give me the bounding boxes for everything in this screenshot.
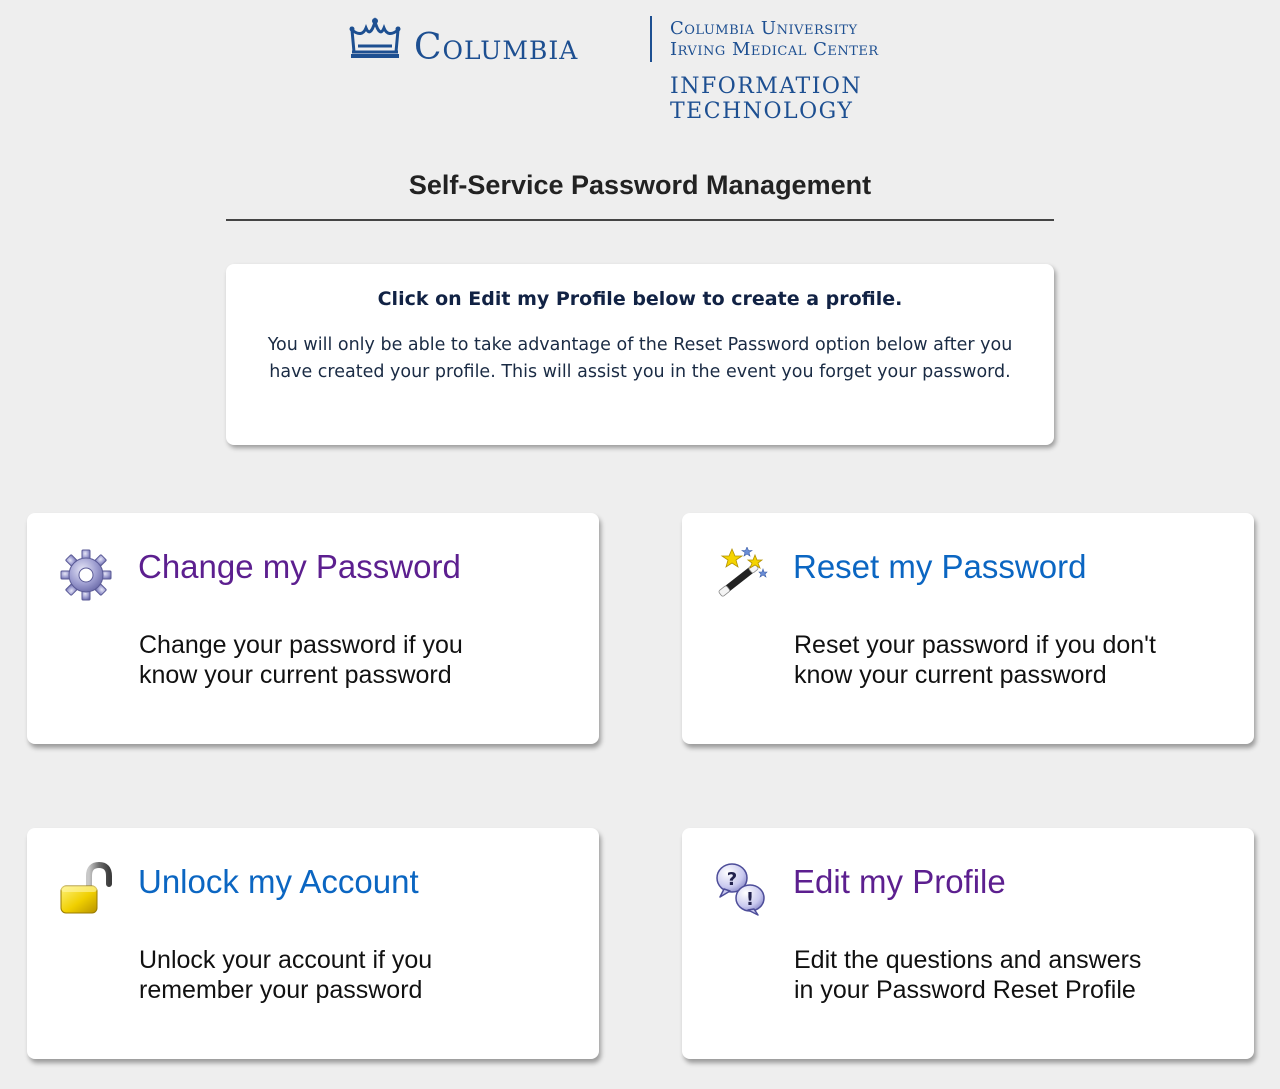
reset-password-desc-line2: know your current password [794, 661, 1107, 689]
columbia-wordmark: Columbia [414, 27, 579, 68]
reset-password-card[interactable] [682, 513, 1254, 744]
reset-password-title[interactable]: Reset my Password [793, 548, 1087, 585]
change-password-description [139, 630, 579, 690]
columbia-logo [348, 14, 948, 126]
logo-divider [650, 16, 652, 62]
medical-center-name [670, 18, 879, 60]
svg-text:?: ? [726, 869, 738, 890]
notice-heading: Click on Edit my Profile below to create a profile. [377, 288, 903, 310]
crown-icon [348, 16, 402, 60]
change-password-desc-line1: Change your password if you [139, 631, 463, 659]
department-line2: TECHNOLOGY [670, 99, 854, 124]
magic-wand-icon [714, 547, 768, 601]
edit-profile-title[interactable]: Edit my Profile [793, 863, 1006, 900]
medical-center-line1: Columbia University [670, 18, 858, 39]
title-divider [226, 219, 1054, 221]
unlock-account-title[interactable]: Unlock my Account [138, 863, 419, 900]
unlock-account-card[interactable] [27, 828, 599, 1059]
reset-password-desc-line1: Reset your password if you don't [794, 631, 1156, 659]
question-bubbles-icon [714, 862, 768, 916]
notice-body: You will only be able to take advantage of the Reset Password option below after you have created your profile. This will assist you in the event you forget your password. [267, 335, 1013, 382]
profile-notice [226, 264, 1054, 445]
unlock-account-description [139, 945, 579, 1005]
department-name [670, 74, 862, 124]
edit-profile-desc-line2: in your Password Reset Profile [794, 976, 1136, 1004]
change-password-title[interactable]: Change my Password [138, 548, 461, 585]
edit-profile-desc-line1: Edit the questions and answers [794, 946, 1142, 974]
edit-profile-card[interactable] [682, 828, 1254, 1059]
unlock-account-desc-line2: remember your password [139, 976, 423, 1004]
change-password-card[interactable] [27, 513, 599, 744]
medical-center-line2: Irving Medical Center [670, 39, 879, 60]
edit-profile-description [794, 945, 1234, 1005]
padlock-open-icon [59, 862, 113, 916]
unlock-account-desc-line1: Unlock your account if you [139, 946, 433, 974]
gear-icon [59, 547, 113, 601]
svg-text:!: ! [745, 889, 755, 910]
page-title: Self-Service Password Management [408, 170, 872, 200]
reset-password-description [794, 630, 1234, 690]
department-line1: INFORMATION [670, 74, 863, 99]
change-password-desc-line2: know your current password [139, 661, 452, 689]
